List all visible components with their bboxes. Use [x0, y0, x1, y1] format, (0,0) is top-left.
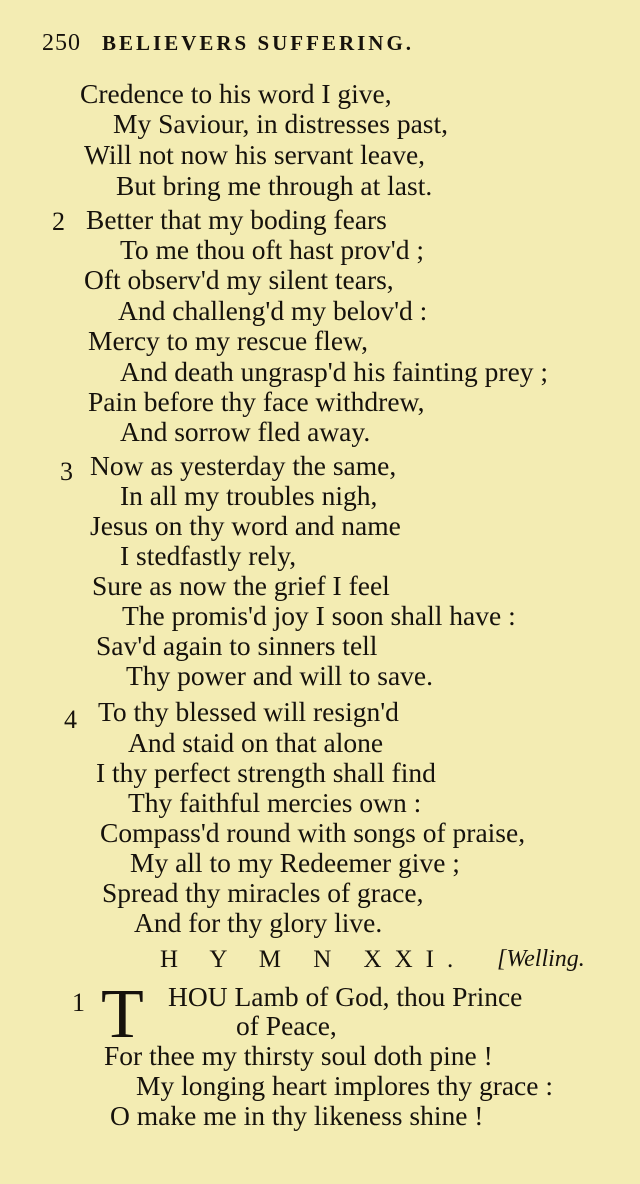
verse-line: To me thou oft hast prov'd ; — [120, 234, 424, 265]
verse-line: Will not now his servant leave, — [84, 139, 426, 170]
drop-cap: T — [101, 976, 144, 1053]
verse-line: Oft observ'd my silent tears, — [84, 264, 394, 295]
verse-line: My Saviour, in distresses past, — [113, 108, 448, 139]
verse-line: For thee my thirsty soul doth pine ! — [104, 1040, 493, 1071]
verse-line: In all my troubles nigh, — [120, 480, 378, 511]
verse-line: Sav'd again to sinners tell — [96, 630, 378, 661]
verse-line: Credence to his word I give, — [80, 78, 392, 109]
page-number: 250 — [42, 30, 81, 56]
verse-line: Thy power and will to save. — [126, 660, 434, 691]
verse-line: Spread thy miracles of grace, — [102, 877, 424, 908]
verse-line: HOU Lamb of God, thou Prince — [168, 981, 523, 1012]
verse-line: And for thy glory live. — [134, 907, 383, 938]
verse-line: And staid on that alone — [128, 727, 384, 758]
verse-line: My all to my Redeemer give ; — [130, 847, 460, 878]
verse-line: I thy perfect strength shall find — [96, 757, 436, 788]
stanza-number: 4 — [64, 705, 77, 734]
page-header — [42, 30, 414, 57]
stanza-number: 3 — [60, 457, 73, 486]
verse-line: To thy blessed will resign'd — [98, 696, 399, 727]
tune-name: [Welling. — [497, 946, 585, 972]
verse-line: And death ungrasp'd his fainting prey ; — [120, 356, 549, 387]
verse-line: of Peace, — [236, 1010, 337, 1041]
verse-line: But bring me through at last. — [116, 170, 433, 201]
verse-line: Thy faithful mercies own : — [128, 787, 422, 818]
verse-line: And sorrow fled away. — [120, 416, 371, 447]
verse-line: The promis'd joy I soon shall have : — [122, 600, 516, 631]
verse-line: I stedfastly rely, — [120, 540, 297, 571]
verse-line: Compass'd round with songs of praise, — [100, 817, 526, 848]
verse-line: Jesus on thy word and name — [90, 510, 401, 541]
verse-line: Mercy to my rescue flew, — [88, 325, 368, 356]
verse-line: Pain before thy face withdrew, — [88, 386, 425, 417]
stanza-number: 2 — [52, 207, 65, 236]
verse-line: And challeng'd my belov'd : — [118, 295, 428, 326]
verse-line: Sure as now the grief I feel — [92, 570, 390, 601]
verse-line: Now as yesterday the same, — [90, 450, 397, 481]
verse-line: My longing heart implores thy grace : — [136, 1070, 553, 1101]
verse-line: O make me in thy likeness shine ! — [110, 1100, 484, 1131]
hymn-title: H Y M N XXI. — [160, 946, 467, 973]
verse-line: Better that my boding fears — [86, 204, 387, 235]
stanza-number: 1 — [72, 988, 85, 1017]
running-title: BELIEVERS SUFFERING. — [102, 31, 415, 55]
